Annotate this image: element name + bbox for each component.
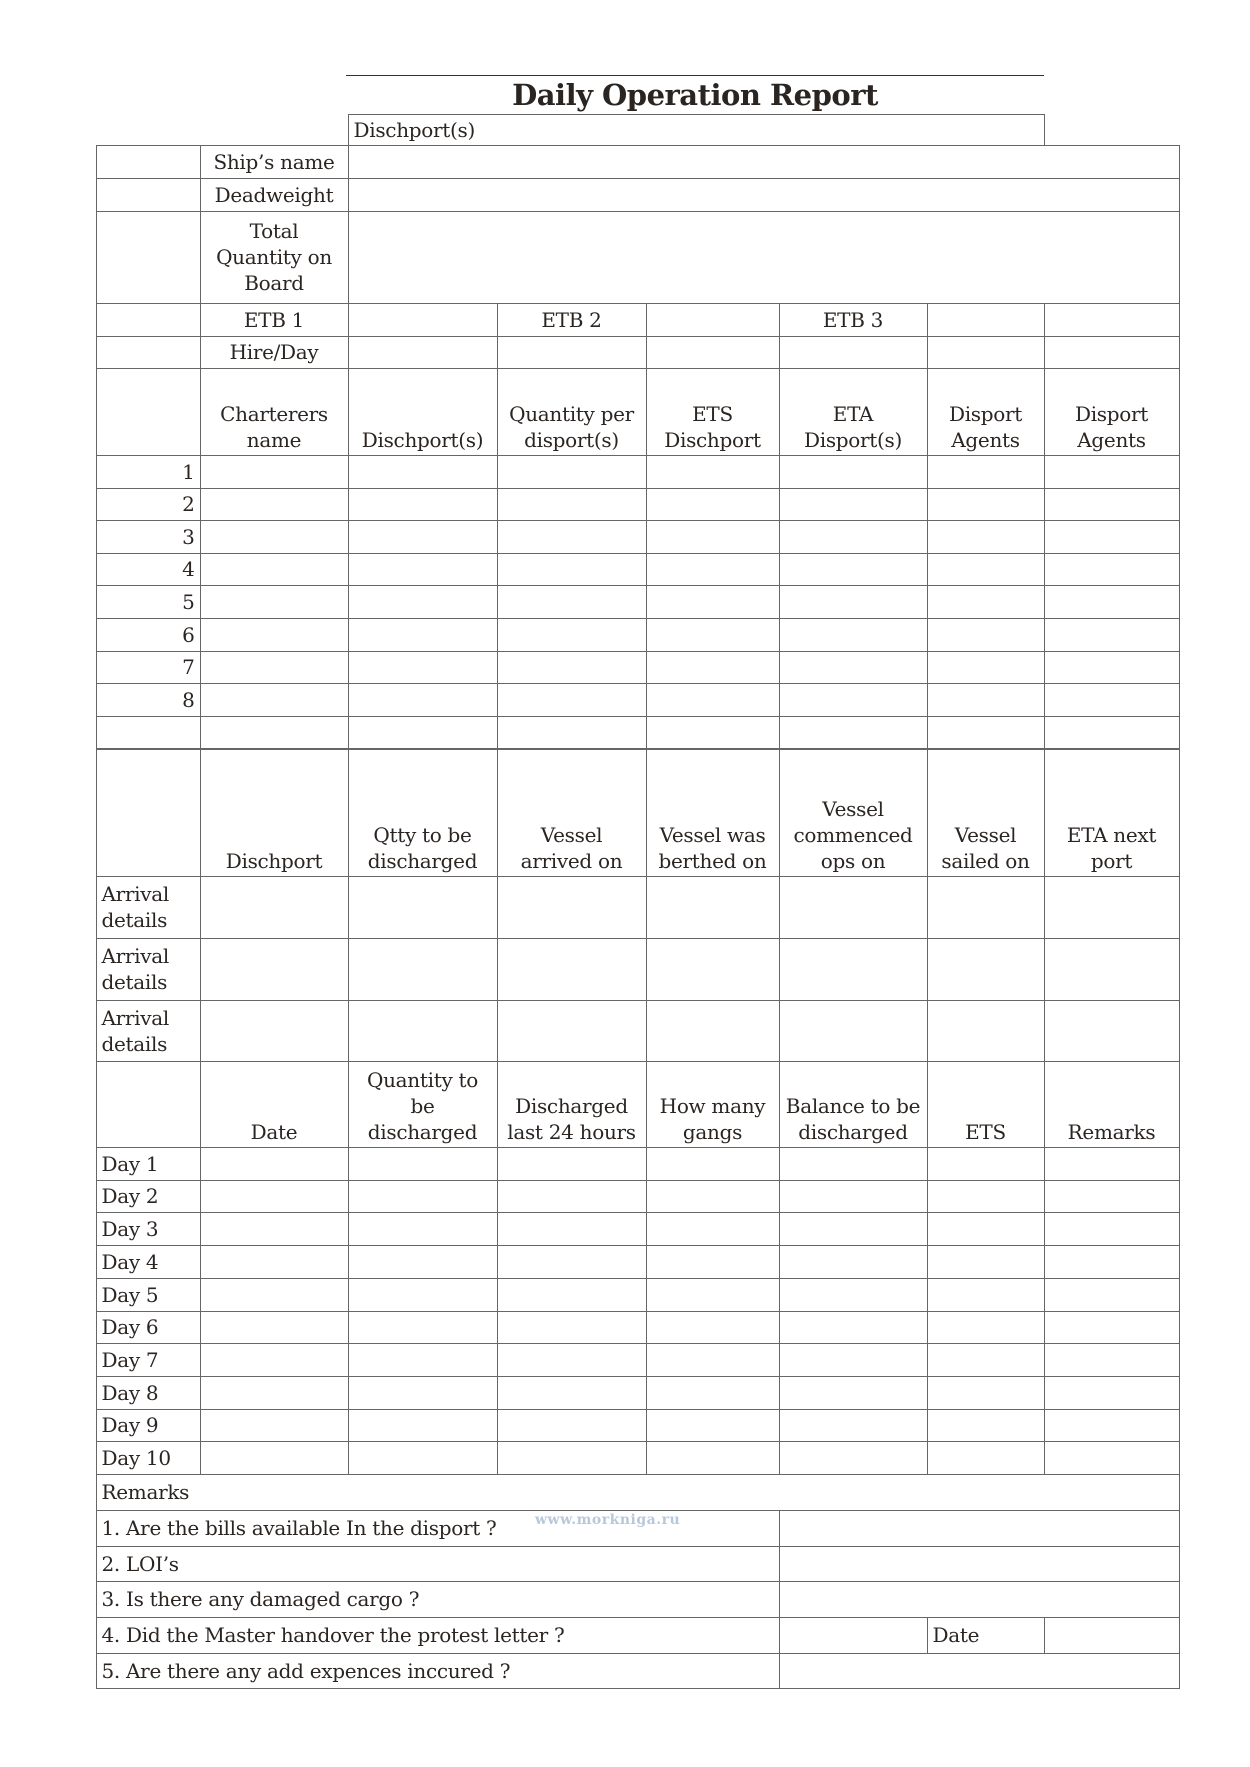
row-number <box>96 618 201 652</box>
table-cell[interactable] <box>497 1212 647 1246</box>
column-header <box>927 749 1045 877</box>
table-cell[interactable] <box>497 488 647 521</box>
arrival-details-label <box>96 876 201 939</box>
cell-text: 5. Are there any add expences inccured ? <box>101 1658 511 1683</box>
table-cell[interactable] <box>348 1409 498 1442</box>
table-cell[interactable] <box>348 1245 498 1279</box>
table-cell[interactable] <box>1044 618 1180 652</box>
table-cell[interactable] <box>779 651 928 684</box>
cell-text: Hire/Day <box>229 340 319 364</box>
cell-text: Vessel was berthed on <box>658 822 767 873</box>
row-number <box>96 488 201 521</box>
column-header <box>646 368 780 456</box>
input-cell[interactable] <box>96 211 201 304</box>
cell-text: 2. LOI’s <box>101 1551 179 1576</box>
cell-text: Disport Agents <box>1074 401 1149 452</box>
table-cell[interactable] <box>927 1000 1045 1062</box>
table-cell[interactable] <box>497 1000 647 1062</box>
table-cell[interactable] <box>497 455 647 489</box>
table-cell[interactable] <box>646 1278 780 1312</box>
cell-text: ETB 2 <box>541 307 602 332</box>
dischport-field <box>348 114 1045 146</box>
hire-day-field[interactable] <box>646 336 780 369</box>
table-cell[interactable] <box>779 618 928 652</box>
table-cell[interactable] <box>779 938 928 1001</box>
table-cell[interactable] <box>1044 683 1180 717</box>
table-cell[interactable] <box>200 1212 349 1246</box>
etb3-label <box>779 303 928 337</box>
table-cell[interactable] <box>1044 1245 1180 1279</box>
table-cell[interactable] <box>1044 1212 1180 1246</box>
ships-name-field[interactable] <box>348 145 1180 179</box>
table-cell[interactable] <box>348 683 498 717</box>
column-header <box>646 1061 780 1148</box>
table-cell[interactable] <box>779 683 928 717</box>
table-cell[interactable] <box>1044 553 1180 586</box>
table-cell[interactable] <box>200 618 349 652</box>
table-cell[interactable] <box>348 1278 498 1312</box>
table-cell[interactable] <box>1044 876 1180 939</box>
table-cell[interactable] <box>200 1278 349 1312</box>
table-cell[interactable] <box>927 1311 1045 1344</box>
table-cell[interactable] <box>779 553 928 586</box>
table-cell[interactable] <box>927 716 1045 749</box>
day-label <box>96 1180 201 1213</box>
table-cell[interactable] <box>779 876 928 939</box>
table-cell[interactable] <box>927 1212 1045 1246</box>
table-cell[interactable] <box>779 1409 928 1442</box>
hire-day-field[interactable] <box>348 336 498 369</box>
answer-field[interactable] <box>779 1653 1180 1689</box>
table-cell[interactable] <box>927 1180 1045 1213</box>
table-cell[interactable] <box>779 1376 928 1410</box>
table-cell[interactable] <box>927 455 1045 489</box>
table-cell[interactable] <box>497 1147 647 1181</box>
day-label <box>96 1441 201 1475</box>
row-number <box>96 455 201 489</box>
table-cell[interactable] <box>927 1343 1045 1377</box>
table-cell[interactable] <box>497 1311 647 1344</box>
cell-text: Vessel commenced ops on <box>793 796 913 873</box>
cell-text: Arrival details <box>101 944 169 994</box>
table-cell[interactable] <box>200 1147 349 1181</box>
table-cell[interactable] <box>779 1245 928 1279</box>
table-cell[interactable] <box>497 1376 647 1410</box>
column-header <box>348 1061 498 1148</box>
table-cell[interactable] <box>200 1180 349 1213</box>
table-cell[interactable] <box>348 1441 498 1475</box>
table-cell[interactable] <box>779 488 928 521</box>
table-cell[interactable] <box>1044 1311 1180 1344</box>
table-cell[interactable] <box>646 1180 780 1213</box>
table-cell[interactable] <box>779 1278 928 1312</box>
table-cell[interactable] <box>1044 1343 1180 1377</box>
input-cell[interactable] <box>96 178 201 212</box>
column-header <box>200 749 349 877</box>
table-cell[interactable] <box>927 1409 1045 1442</box>
date-label <box>927 1617 1045 1654</box>
cell-text: Ship’s name <box>213 149 335 174</box>
table-cell[interactable] <box>497 585 647 619</box>
cell-text: 1. Are the bills available In the disport ? <box>101 1516 497 1540</box>
table-cell[interactable] <box>646 1147 780 1181</box>
table-cell[interactable] <box>927 1278 1045 1312</box>
table-cell[interactable] <box>927 1376 1045 1410</box>
cell-text: Charterers name <box>220 401 328 452</box>
table-cell[interactable] <box>497 1278 647 1312</box>
column-header <box>927 368 1045 456</box>
table-cell[interactable] <box>348 1212 498 1246</box>
cell-text: Vessel arrived on <box>520 822 623 873</box>
day-label <box>96 1245 201 1279</box>
day-label <box>96 1212 201 1246</box>
table-cell[interactable] <box>348 1343 498 1377</box>
input-cell[interactable] <box>96 1061 201 1148</box>
table-cell[interactable] <box>646 1343 780 1377</box>
table-cell[interactable] <box>779 520 928 554</box>
table-cell[interactable] <box>927 683 1045 717</box>
table-cell[interactable] <box>200 1441 349 1475</box>
table-cell[interactable] <box>927 1147 1045 1181</box>
cell-text: 5 <box>182 589 195 614</box>
table-cell[interactable] <box>646 520 780 554</box>
cell-text: Day 3 <box>101 1216 159 1241</box>
arrival-details-label <box>96 1000 201 1062</box>
cell-text: Day 2 <box>101 1184 159 1208</box>
table-cell[interactable] <box>646 938 780 1001</box>
table-cell[interactable] <box>646 1212 780 1246</box>
column-header <box>1044 1061 1180 1148</box>
column-header <box>348 368 498 456</box>
input-cell[interactable] <box>96 303 201 337</box>
cell-text: Day 1 <box>101 1151 159 1176</box>
table-cell[interactable] <box>497 618 647 652</box>
input-cell[interactable] <box>96 749 201 877</box>
table-cell[interactable] <box>1044 1376 1180 1410</box>
table-cell[interactable] <box>927 520 1045 554</box>
etb3-field[interactable] <box>927 303 1045 337</box>
deadweight-label <box>200 178 349 212</box>
question-label <box>96 1546 780 1582</box>
answer-field[interactable] <box>779 1581 1180 1618</box>
table-cell[interactable] <box>646 716 780 749</box>
table-cell[interactable] <box>348 716 498 749</box>
cell-text: Date <box>250 1119 298 1144</box>
watermark: www.morkniga.ru <box>535 1512 681 1528</box>
table-cell[interactable] <box>348 938 498 1001</box>
table-cell[interactable] <box>200 585 349 619</box>
total-quantity-label <box>200 211 349 304</box>
table-cell[interactable] <box>927 585 1045 619</box>
table-cell[interactable] <box>646 1000 780 1062</box>
table-cell[interactable] <box>779 1441 928 1475</box>
etb1-field[interactable] <box>348 303 498 337</box>
table-cell[interactable] <box>348 520 498 554</box>
answer-field[interactable] <box>779 1510 1180 1547</box>
table-cell[interactable] <box>927 1441 1045 1475</box>
table-cell[interactable] <box>200 1376 349 1410</box>
table-cell[interactable] <box>646 455 780 489</box>
table-cell[interactable] <box>200 455 349 489</box>
cell-text: Quantity per disport(s) <box>509 401 634 452</box>
etb2-field[interactable] <box>646 303 780 337</box>
column-header <box>779 749 928 877</box>
ships-name-label <box>200 145 349 179</box>
column-header <box>497 749 647 877</box>
cell-text: 4 <box>182 557 195 581</box>
cell-text: 8 <box>182 687 195 712</box>
cell-text: Day 6 <box>101 1315 159 1339</box>
hire-day-label <box>200 336 349 369</box>
table-cell[interactable] <box>497 876 647 939</box>
table-cell[interactable] <box>497 683 647 717</box>
table-cell[interactable] <box>348 1180 498 1213</box>
date-field[interactable] <box>1044 1617 1180 1654</box>
table-cell[interactable] <box>1044 1441 1180 1475</box>
table-cell[interactable] <box>200 1343 349 1377</box>
day-label <box>96 1376 201 1410</box>
input-cell[interactable] <box>96 368 201 456</box>
cell-text: 1 <box>182 459 195 484</box>
input-cell[interactable] <box>96 145 201 179</box>
table-cell[interactable] <box>497 1245 647 1279</box>
table-cell[interactable] <box>348 876 498 939</box>
arrival-details-label <box>96 938 201 1001</box>
table-cell[interactable] <box>646 618 780 652</box>
cell-text: Dischport(s) <box>361 427 484 452</box>
cell-text: Total Quantity on Board <box>216 219 332 295</box>
input-cell[interactable] <box>1044 303 1180 337</box>
cell-text: 7 <box>182 655 195 679</box>
table-cell[interactable] <box>779 585 928 619</box>
cell-text: Day 8 <box>101 1380 159 1405</box>
table-cell[interactable] <box>200 938 349 1001</box>
cell-text: Quantity to be discharged <box>367 1067 478 1144</box>
row-number[interactable] <box>96 716 201 749</box>
title-rule <box>346 75 1044 76</box>
cell-text: ETA Disport(s) <box>803 401 902 452</box>
column-header <box>1044 368 1180 456</box>
table-cell[interactable] <box>646 1245 780 1279</box>
table-cell[interactable] <box>779 1000 928 1062</box>
total-quantity-field[interactable] <box>348 211 1180 304</box>
day-label <box>96 1343 201 1377</box>
day-label <box>96 1278 201 1312</box>
question-label <box>96 1653 780 1689</box>
row-number <box>96 520 201 554</box>
column-header <box>927 1061 1045 1148</box>
table-cell[interactable] <box>646 1441 780 1475</box>
table-cell[interactable] <box>348 488 498 521</box>
table-cell[interactable] <box>200 651 349 684</box>
question-label <box>96 1617 780 1654</box>
hire-day-field[interactable] <box>779 336 928 369</box>
table-cell[interactable] <box>497 938 647 1001</box>
table-cell[interactable] <box>927 876 1045 939</box>
table-cell[interactable] <box>348 585 498 619</box>
table-cell[interactable] <box>927 938 1045 1001</box>
day-label <box>96 1409 201 1442</box>
row-number <box>96 651 201 684</box>
column-header <box>200 368 349 456</box>
column-header <box>779 1061 928 1148</box>
cell-text: Disport Agents <box>948 401 1023 452</box>
table-cell[interactable] <box>646 683 780 717</box>
table-cell[interactable] <box>646 876 780 939</box>
cell-text: ETS Dischport <box>664 401 761 452</box>
table-cell[interactable] <box>497 716 647 749</box>
cell-text: Date <box>932 1623 980 1647</box>
column-header <box>497 1061 647 1148</box>
cell-text: Day 4 <box>101 1249 159 1274</box>
cell-text: Day 9 <box>101 1413 159 1437</box>
remarks-label <box>96 1474 1180 1511</box>
input-cell[interactable] <box>96 336 201 369</box>
table-cell[interactable] <box>200 553 349 586</box>
table-cell[interactable] <box>779 1311 928 1344</box>
table-cell[interactable] <box>1044 1000 1180 1062</box>
cell-text: 6 <box>182 622 195 647</box>
table-cell[interactable] <box>1044 488 1180 521</box>
cell-text: Day 5 <box>101 1282 159 1307</box>
table-cell[interactable] <box>497 1409 647 1442</box>
table-cell[interactable] <box>200 683 349 717</box>
table-cell[interactable] <box>1044 1180 1180 1213</box>
table-cell[interactable] <box>1044 651 1180 684</box>
table-cell[interactable] <box>348 618 498 652</box>
cell-text: Arrival details <box>101 1005 169 1056</box>
cell-text: Discharged last 24 hours <box>507 1093 636 1144</box>
table-cell[interactable] <box>646 1376 780 1410</box>
table-cell[interactable] <box>200 716 349 749</box>
table-cell[interactable] <box>497 1441 647 1475</box>
column-header <box>646 749 780 877</box>
hire-day-field[interactable] <box>1044 336 1180 369</box>
table-cell[interactable] <box>497 553 647 586</box>
table-cell[interactable] <box>779 455 928 489</box>
cell-text: ETA next port <box>1066 822 1157 873</box>
cell-text: 3 <box>182 524 195 549</box>
table-cell[interactable] <box>348 1376 498 1410</box>
table-cell[interactable] <box>200 876 349 939</box>
table-cell[interactable] <box>348 1147 498 1181</box>
table-cell[interactable] <box>927 488 1045 521</box>
table-cell[interactable] <box>200 1000 349 1062</box>
column-header <box>1044 749 1180 877</box>
cell-text: 3. Is there any damaged cargo ? <box>101 1587 420 1611</box>
cell-text: 4. Did the Master handover the protest letter ? <box>101 1623 565 1647</box>
table-cell[interactable] <box>779 1180 928 1213</box>
table-cell[interactable] <box>646 553 780 586</box>
table-cell[interactable] <box>646 585 780 619</box>
etb2-label <box>497 303 647 337</box>
cell-text: Balance to be discharged <box>785 1093 921 1144</box>
cell-text: Remarks <box>1067 1119 1156 1144</box>
table-cell[interactable] <box>348 651 498 684</box>
table-cell[interactable] <box>927 651 1045 684</box>
table-cell[interactable] <box>200 1409 349 1442</box>
question-label <box>96 1581 780 1618</box>
day-label <box>96 1147 201 1181</box>
column-header <box>779 368 928 456</box>
table-cell[interactable] <box>1044 585 1180 619</box>
table-cell[interactable] <box>348 1311 498 1344</box>
table-cell[interactable] <box>497 520 647 554</box>
answer-field[interactable] <box>779 1617 928 1654</box>
table-cell[interactable] <box>497 1343 647 1377</box>
deadweight-field[interactable] <box>348 178 1180 212</box>
cell-text: How many gangs <box>659 1093 766 1144</box>
hire-day-field[interactable] <box>497 336 647 369</box>
row-number <box>96 553 201 586</box>
cell-text: Arrival details <box>101 882 169 932</box>
table-cell[interactable] <box>200 520 349 554</box>
cell-text: Day 7 <box>101 1347 159 1372</box>
day-label <box>96 1311 201 1344</box>
table-cell[interactable] <box>927 618 1045 652</box>
table-cell[interactable] <box>348 1000 498 1062</box>
table-cell[interactable] <box>1044 716 1180 749</box>
cell-text: Dischport <box>225 848 323 873</box>
table-cell[interactable] <box>646 1409 780 1442</box>
table-cell[interactable] <box>779 1212 928 1246</box>
cell-text: Qtty to be discharged <box>367 822 478 873</box>
table-cell[interactable] <box>200 488 349 521</box>
table-cell[interactable] <box>779 716 928 749</box>
cell-text: 2 <box>182 492 195 516</box>
row-number <box>96 683 201 717</box>
table-cell[interactable] <box>1044 1278 1180 1312</box>
table-cell[interactable] <box>348 553 498 586</box>
cell-text: Dischport(s) <box>353 117 475 142</box>
table-cell[interactable] <box>646 651 780 684</box>
table-cell[interactable] <box>200 1245 349 1279</box>
answer-field[interactable] <box>779 1546 1180 1582</box>
table-cell[interactable] <box>1044 938 1180 1001</box>
table-cell[interactable] <box>646 488 780 521</box>
table-cell[interactable] <box>1044 455 1180 489</box>
table-cell[interactable] <box>927 553 1045 586</box>
cell-text: ETB 1 <box>243 307 305 332</box>
hire-day-field[interactable] <box>927 336 1045 369</box>
table-cell[interactable] <box>497 1180 647 1213</box>
table-cell[interactable] <box>646 1311 780 1344</box>
table-cell[interactable] <box>1044 1147 1180 1181</box>
table-cell[interactable] <box>779 1343 928 1377</box>
table-cell[interactable] <box>779 1147 928 1181</box>
table-cell[interactable] <box>348 455 498 489</box>
table-cell[interactable] <box>927 1245 1045 1279</box>
column-header <box>348 749 498 877</box>
table-cell[interactable] <box>200 1311 349 1344</box>
table-cell[interactable] <box>1044 520 1180 554</box>
cell-text: Day 10 <box>101 1445 171 1470</box>
column-header <box>497 368 647 456</box>
cell-text: Deadweight <box>214 182 334 207</box>
cell-text: Remarks <box>101 1480 190 1504</box>
row-number <box>96 585 201 619</box>
table-cell[interactable] <box>497 651 647 684</box>
cell-text: ETB 3 <box>822 307 884 332</box>
table-cell[interactable] <box>1044 1409 1180 1442</box>
column-header <box>200 1061 349 1148</box>
cell-text: Vessel sailed on <box>941 822 1030 873</box>
cell-text: ETS <box>965 1119 1006 1144</box>
etb1-label <box>200 303 349 337</box>
page-title: Daily Operation Report <box>512 78 878 112</box>
